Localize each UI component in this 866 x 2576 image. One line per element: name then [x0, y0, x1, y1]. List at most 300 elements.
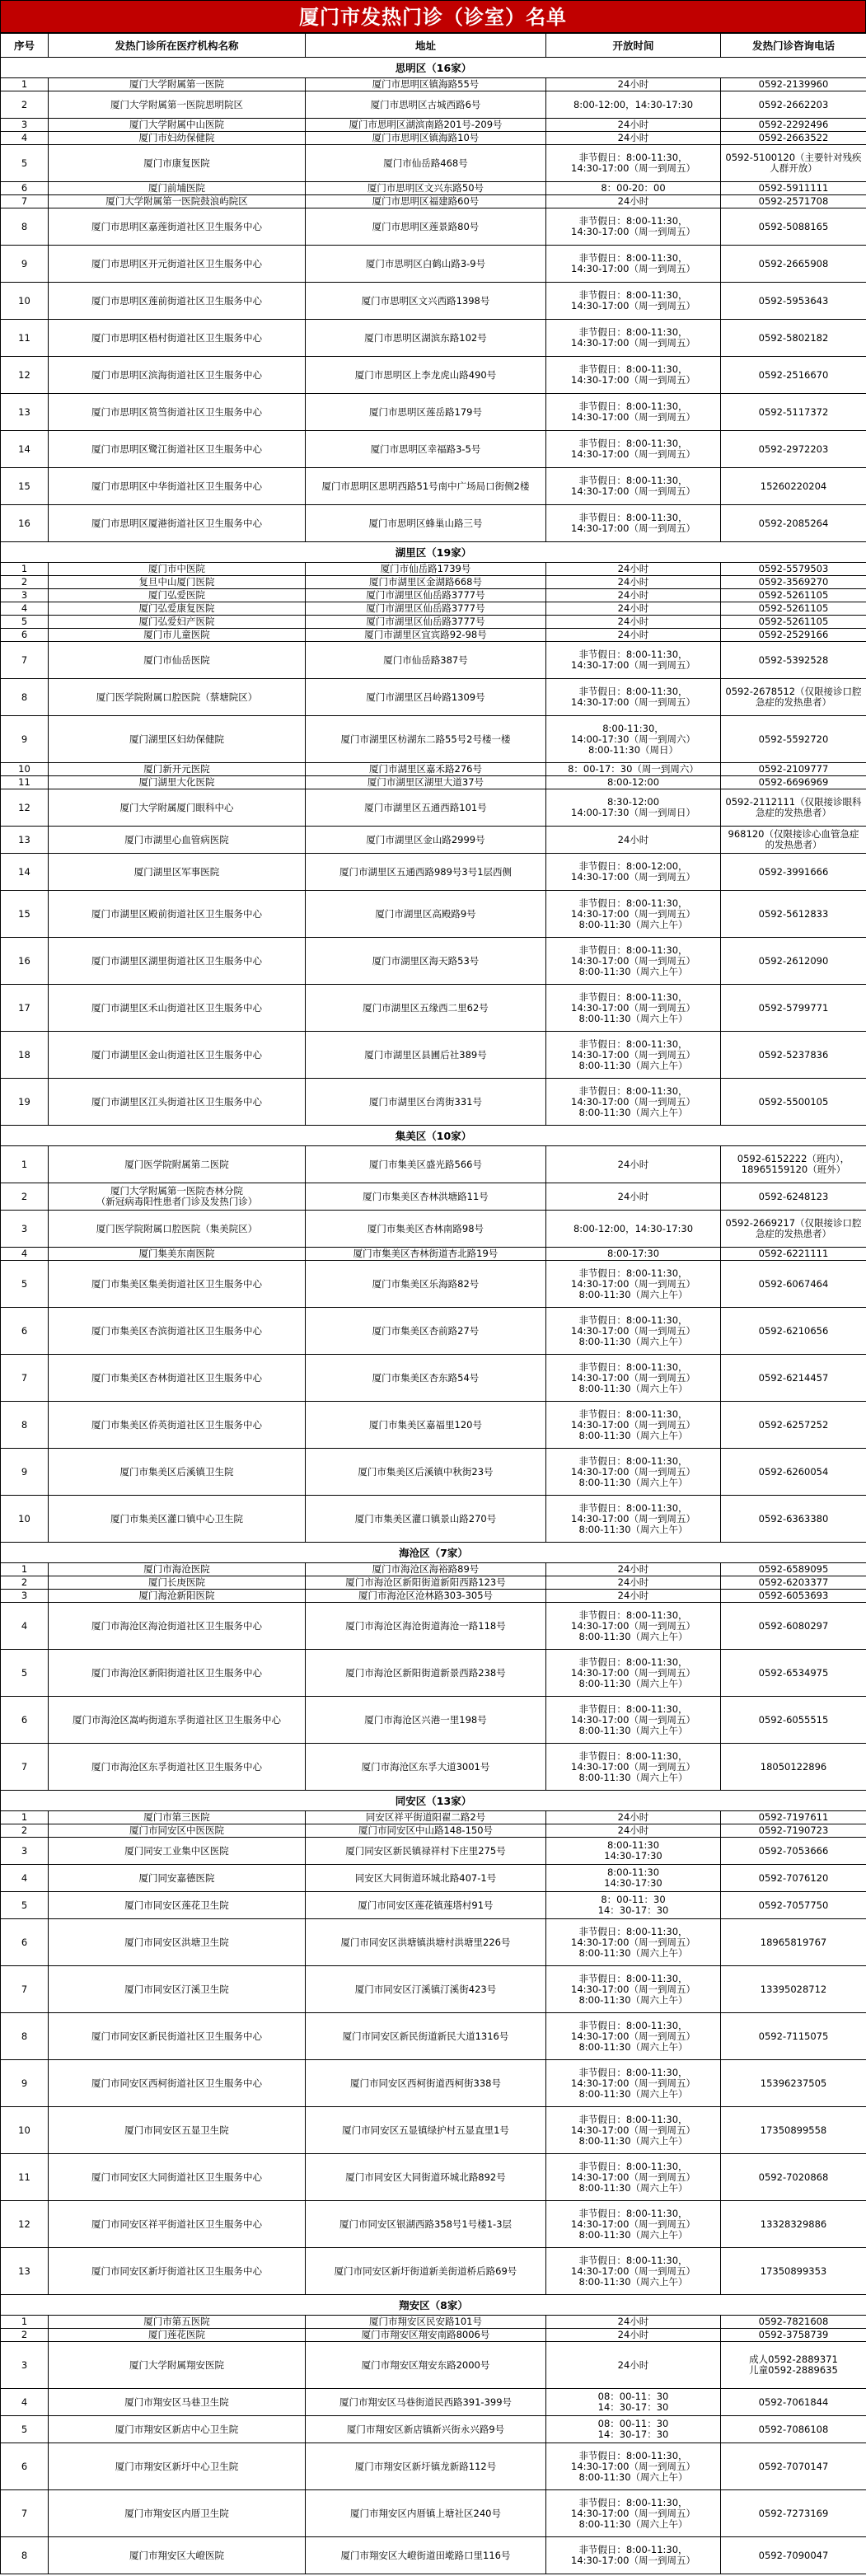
clinic-name: 厦门市集美区侨英街道社区卫生服务中心 — [49, 1402, 306, 1449]
row-number: 11 — [1, 2154, 49, 2201]
table-row — [1, 1697, 866, 1744]
clinic-name: 厦门市翔安区大嶝医院 — [49, 2537, 306, 2574]
table-row — [1, 132, 866, 145]
header-no: 序号 — [1, 34, 49, 58]
consult-phone: 17350899558 — [721, 2107, 866, 2154]
table-row — [1, 78, 866, 91]
clinic-name: 厦门大学附属中山医院 — [49, 119, 306, 132]
row-number: 1 — [1, 563, 49, 576]
row-number: 3 — [1, 2342, 49, 2389]
clinic-address: 厦门市翔安区翔安南路8006号 — [306, 2329, 546, 2342]
row-number: 15 — [1, 891, 49, 938]
consult-phone: 0592-2571708 — [721, 195, 866, 208]
consult-phone: 0592-2112111（仅限接诊眼科急症的发热患者） — [721, 789, 866, 827]
row-number: 10 — [1, 763, 49, 776]
opening-hours: 非节假日：8:00-11:30， 14:30-17:00（周一到周五） — [546, 394, 721, 431]
opening-hours: 非节假日：8:00-11:30， 14:30-17:00（周一到周五） 8:00-11:30（周六上午） — [546, 2490, 721, 2537]
consult-phone: 0592-2972203 — [721, 431, 866, 468]
table-row — [1, 1355, 866, 1402]
consult-phone: 0592-7076120 — [721, 1865, 866, 1892]
opening-hours: 24小时 — [546, 1183, 721, 1211]
table-row — [1, 2443, 866, 2490]
row-number: 14 — [1, 431, 49, 468]
consult-phone: 成人0592-2889371 儿童0592-2889635 — [721, 2342, 866, 2389]
clinic-name: 厦门同安嘉德医院 — [49, 1865, 306, 1892]
table-row — [1, 1563, 866, 1576]
consult-phone: 0592-6210656 — [721, 1308, 866, 1355]
clinic-address: 厦门市思明区文兴西路1398号 — [306, 283, 546, 320]
clinic-address: 厦门市湖里区枋湖东二路55号2号楼一楼 — [306, 716, 546, 763]
clinic-address: 厦门市思明区白鹤山路3-9号 — [306, 246, 546, 283]
table-body — [1, 58, 866, 2574]
clinic-name: 厦门市同安区汀溪卫生院 — [49, 1966, 306, 2013]
clinic-address: 厦门市湖里区金山路2999号 — [306, 827, 546, 854]
clinic-address: 厦门市同安区五显镇绿护村五显直里1号 — [306, 2107, 546, 2154]
consult-phone: 0592-5088165 — [721, 208, 866, 246]
table-row — [1, 1449, 866, 1496]
consult-phone: 0592-6152222（班内），18965159120（班外） — [721, 1146, 866, 1183]
clinic-name: 厦门市湖里区湖里街道社区卫生服务中心 — [49, 938, 306, 985]
consult-phone: 0592-5799771 — [721, 985, 866, 1032]
clinic-address: 厦门市同安区西柯街道西柯街338号 — [306, 2060, 546, 2107]
clinic-address: 厦门市集美区盛光路566号 — [306, 1146, 546, 1183]
table-row — [1, 357, 866, 394]
consult-phone: 17350899353 — [721, 2248, 866, 2295]
clinic-address: 厦门市海沧区兴港一里198号 — [306, 1697, 546, 1744]
clinic-address: 厦门市湖里区五通西路989号3号1层西侧 — [306, 854, 546, 891]
row-number: 5 — [1, 1892, 49, 1919]
row-number: 10 — [1, 283, 49, 320]
clinic-address: 厦门市同安区汀溪镇汀溪街423号 — [306, 1966, 546, 2013]
consult-phone: 0592-6067464 — [721, 1261, 866, 1308]
clinic-name: 厦门大学附属厦门眼科中心 — [49, 789, 306, 827]
clinic-name: 厦门市集美区灌口镇中心卫生院 — [49, 1496, 306, 1543]
row-number: 7 — [1, 2490, 49, 2537]
consult-phone: 0592-2669217（仅限接诊口腔急症的发热患者） — [721, 1211, 866, 1248]
row-number: 2 — [1, 91, 49, 119]
clinic-name: 厦门市妇幼保健院 — [49, 132, 306, 145]
table-row — [1, 854, 866, 891]
row-number: 2 — [1, 576, 49, 589]
opening-hours: 24小时 — [546, 629, 721, 642]
clinic-address: 厦门市同安区莲花镇莲塔村91号 — [306, 1892, 546, 1919]
table-row — [1, 2013, 866, 2060]
clinic-address: 厦门市仙岳路468号 — [306, 145, 546, 182]
opening-hours: 非节假日：8:00-11:30， 14:30-17:00（周一到周五） 8:00-11:30（周六上午） — [546, 1919, 721, 1966]
table-row — [1, 2490, 866, 2537]
row-number: 11 — [1, 320, 49, 357]
consult-phone: 0592-5579503 — [721, 563, 866, 576]
consult-phone: 0592-2516670 — [721, 357, 866, 394]
opening-hours: 8:00-11:30 14:30-17:30 — [546, 1838, 721, 1865]
clinic-address: 厦门同安区新民镇禄祥村下庄里275号 — [306, 1838, 546, 1865]
row-number: 19 — [1, 1079, 49, 1126]
row-number: 5 — [1, 1261, 49, 1308]
consult-phone: 0592-6534975 — [721, 1650, 866, 1697]
row-number: 4 — [1, 2389, 49, 2416]
consult-phone: 0592-2663522 — [721, 132, 866, 145]
clinic-name: 厦门湖里大化医院 — [49, 776, 306, 789]
consult-phone: 0592-6055515 — [721, 1697, 866, 1744]
consult-phone: 0592-5261105 — [721, 616, 866, 629]
clinic-name: 厦门市同安区中医医院 — [49, 1824, 306, 1838]
row-number: 18 — [1, 1032, 49, 1079]
table-row — [1, 1183, 866, 1211]
clinic-address: 厦门市思明区镇海路55号 — [306, 78, 546, 91]
consult-phone: 0592-5117372 — [721, 394, 866, 431]
table-row — [1, 1032, 866, 1079]
row-number: 13 — [1, 394, 49, 431]
table-row — [1, 2537, 866, 2574]
consult-phone: 0592-5911111 — [721, 182, 866, 195]
row-number: 3 — [1, 589, 49, 602]
clinic-address: 厦门市集美区杏林洪塘路11号 — [306, 1183, 546, 1211]
clinic-address: 厦门市湖里区五缘西二里62号 — [306, 985, 546, 1032]
clinic-name: 厦门医学院附属口腔医院（集美院区） — [49, 1211, 306, 1248]
clinic-name: 厦门莲花医院 — [49, 2329, 306, 2342]
clinic-address: 厦门市湖里区吕岭路1309号 — [306, 679, 546, 716]
consult-phone: 0592-7090047 — [721, 2537, 866, 2574]
row-number: 13 — [1, 827, 49, 854]
district-label: 思明区（16家） — [1, 58, 866, 78]
table-row — [1, 616, 866, 629]
consult-phone: 0592-2139960 — [721, 78, 866, 91]
consult-phone: 0592-2109777 — [721, 763, 866, 776]
row-number: 17 — [1, 985, 49, 1032]
table-row — [1, 1824, 866, 1838]
clinic-name: 厦门新开元医院 — [49, 763, 306, 776]
table-row — [1, 1966, 866, 2013]
clinic-address: 厦门市同安区中山路148-150号 — [306, 1824, 546, 1838]
clinic-address: 厦门市思明区思明西路51号南中广场局口街侧2楼 — [306, 468, 546, 505]
table-row — [1, 182, 866, 195]
clinic-name: 厦门大学附属第一医院鼓浪屿院区 — [49, 195, 306, 208]
row-number: 16 — [1, 505, 49, 542]
opening-hours: 非节假日：8:00-11:30， 14:30-17:00（周一到周五） 8:00-11:30（周六上午） — [546, 2443, 721, 2490]
table-row — [1, 1402, 866, 1449]
clinic-address: 厦门市湖里区仙岳路3777号 — [306, 616, 546, 629]
opening-hours: 非节假日：8:00-11:30， 14:30-17:00（周一到周五） 8:00-11:30（周六上午） — [546, 1449, 721, 1496]
opening-hours: 非节假日：8:00-11:30， 14:30-17:00（周一到周五） — [546, 679, 721, 716]
row-number: 2 — [1, 1183, 49, 1211]
clinic-name: 厦门大学附属第一医院 — [49, 78, 306, 91]
clinic-address: 厦门市思明区古城西路6号 — [306, 91, 546, 119]
clinic-address: 厦门市同安区新圩街道新美街道桥后路69号 — [306, 2248, 546, 2295]
opening-hours: 非节假日：8:00-11:30， 14:30-17:00（周一到周五） 8:00-11:30（周六上午） — [546, 2154, 721, 2201]
consult-phone: 13395028712 — [721, 1966, 866, 2013]
row-number: 3 — [1, 1211, 49, 1248]
opening-hours: 24小时 — [546, 1146, 721, 1183]
opening-hours: 非节假日：8:00-11:30， 14:30-17:00（周一到周五） 8:00-11:30（周六上午） — [546, 2107, 721, 2154]
consult-phone: 0592-5392528 — [721, 642, 866, 679]
clinic-name: 厦门市仙岳医院 — [49, 642, 306, 679]
table-row — [1, 891, 866, 938]
opening-hours: 24小时 — [546, 2329, 721, 2342]
clinic-name: 厦门市思明区筼筜街道社区卫生服务中心 — [49, 394, 306, 431]
table-row — [1, 246, 866, 283]
table-row — [1, 1744, 866, 1791]
opening-hours: 08：00-11：30 14：30-17：30 — [546, 2416, 721, 2443]
consult-phone: 0592-6260054 — [721, 1449, 866, 1496]
clinic-address: 厦门市思明区莲岳路179号 — [306, 394, 546, 431]
consult-phone: 0592-6221111 — [721, 1248, 866, 1261]
clinic-name: 厦门市湖里区殿前街道社区卫生服务中心 — [49, 891, 306, 938]
opening-hours: 非节假日：8:00-11:30， 14:30-17:00（周一到周五） — [546, 145, 721, 182]
clinic-address: 同安区祥平街道阳翟二路2号 — [306, 1811, 546, 1824]
opening-hours: 08：00-11：30 14：30-17：30 — [546, 2389, 721, 2416]
opening-hours: 非节假日：8:00-11:30， 14:30-17:00（周一到周五） 8:00-11:30（周六上午） — [546, 2201, 721, 2248]
clinic-name: 厦门市同安区大同街道社区卫生服务中心 — [49, 2154, 306, 2201]
row-number: 2 — [1, 1576, 49, 1590]
consult-phone: 0592-5953643 — [721, 283, 866, 320]
clinic-name: 厦门医学院附属口腔医院（蔡塘院区） — [49, 679, 306, 716]
clinic-name: 厦门市海沧区新阳街道社区卫生服务中心 — [49, 1650, 306, 1697]
consult-phone: 0592-7273169 — [721, 2490, 866, 2537]
opening-hours: 非节假日：8:00-11:30， 14:30-17:00（周一到周五） 8:00-11:30（周六上午） — [546, 1355, 721, 1402]
header-address: 地址 — [306, 34, 546, 58]
clinic-name: 厦门市海沧区海沧街道社区卫生服务中心 — [49, 1603, 306, 1650]
district-section-row — [1, 2295, 866, 2316]
row-number: 11 — [1, 776, 49, 789]
table-row — [1, 2154, 866, 2201]
clinic-name: 厦门市集美区后溪镇卫生院 — [49, 1449, 306, 1496]
table-row — [1, 589, 866, 602]
opening-hours: 24小时 — [546, 827, 721, 854]
clinic-address: 厦门市集美区后溪镇中秋街23号 — [306, 1449, 546, 1496]
clinic-name: 厦门市第三医院 — [49, 1811, 306, 1824]
consult-phone: 0592-2678512（仅限接诊口腔急症的发热患者） — [721, 679, 866, 716]
row-number: 12 — [1, 357, 49, 394]
opening-hours: 非节假日：8:00-11:30， 14:30-17:00（周一到周五） 8:00-11:30（周六上午） — [546, 891, 721, 938]
consult-phone: 15260220204 — [721, 468, 866, 505]
row-number: 16 — [1, 938, 49, 985]
clinic-address: 厦门市海沧区东孚大道3001号 — [306, 1744, 546, 1791]
clinic-address: 厦门市湖里区县圃后社389号 — [306, 1032, 546, 1079]
clinic-name: 复旦中山厦门医院 — [49, 576, 306, 589]
clinic-name: 厦门市同安区新圩街道社区卫生服务中心 — [49, 2248, 306, 2295]
row-number: 1 — [1, 2316, 49, 2329]
consult-phone: 0592-6363380 — [721, 1496, 866, 1543]
opening-hours: 非节假日：8:00-11:30， 14:30-17:00（周一到周五） 8:00-11:30（周六上午） — [546, 1402, 721, 1449]
opening-hours: 8:00-17:30 — [546, 1248, 721, 1261]
table-row — [1, 1650, 866, 1697]
row-number: 6 — [1, 182, 49, 195]
opening-hours: 非节假日：8:00-11:30， 14:30-17:00（周一到周五） — [546, 208, 721, 246]
table-row — [1, 629, 866, 642]
clinic-address: 厦门市湖里区五通西路101号 — [306, 789, 546, 827]
row-number: 9 — [1, 246, 49, 283]
row-number: 8 — [1, 2013, 49, 2060]
table-row — [1, 1079, 866, 1126]
consult-phone: 0592-7020868 — [721, 2154, 866, 2201]
row-number: 6 — [1, 629, 49, 642]
opening-hours: 非节假日：8:00-11:30， 14:30-17:00（周一到周五） 8:00-11:30（周六上午） — [546, 1966, 721, 2013]
table-row — [1, 576, 866, 589]
clinic-name: 厦门市集美区杏滨街道社区卫生服务中心 — [49, 1308, 306, 1355]
opening-hours: 24小时 — [546, 2342, 721, 2389]
consult-phone: 0592-7115075 — [721, 2013, 866, 2060]
table-row — [1, 2107, 866, 2154]
clinic-address: 厦门市湖里区嘉禾路276号 — [306, 763, 546, 776]
clinic-name: 厦门市翔安区新圩中心卫生院 — [49, 2443, 306, 2490]
consult-phone: 0592-7086108 — [721, 2416, 866, 2443]
table-row — [1, 1590, 866, 1603]
table-row — [1, 679, 866, 716]
clinic-address: 厦门市海沧区海沧街道海沧一路118号 — [306, 1603, 546, 1650]
consult-phone: 0592-6053693 — [721, 1590, 866, 1603]
clinic-address: 厦门市集美区杏林街道杏北路19号 — [306, 1248, 546, 1261]
table-row — [1, 1146, 866, 1183]
table-row — [1, 642, 866, 679]
header-hours: 开放时间 — [546, 34, 721, 58]
district-section-row — [1, 1543, 866, 1563]
clinic-name: 厦门集美东南医院 — [49, 1248, 306, 1261]
clinic-name: 厦门医学院附属第二医院 — [49, 1146, 306, 1183]
row-number: 7 — [1, 195, 49, 208]
clinic-name: 厦门市集美区集美街道社区卫生服务中心 — [49, 1261, 306, 1308]
table-row — [1, 2248, 866, 2295]
opening-hours: 非节假日：8:00-11:30， 14:30-17:00（周一到周五） 8:00-11:30（周六上午） — [546, 1744, 721, 1791]
row-number: 12 — [1, 789, 49, 827]
clinic-address: 厦门市思明区福建路60号 — [306, 195, 546, 208]
clinic-name: 厦门市思明区滨海街道社区卫生服务中心 — [49, 357, 306, 394]
table-row — [1, 2389, 866, 2416]
consult-phone: 0592-5261105 — [721, 589, 866, 602]
clinic-address: 厦门市翔安区马巷街道民西路391-399号 — [306, 2389, 546, 2416]
opening-hours: 非节假日：8:00-11:30， 14:30-17:00（周一到周五） 8:00-11:30（周六上午） — [546, 2060, 721, 2107]
consult-phone: 0592-5261105 — [721, 602, 866, 616]
opening-hours: 非节假日：8:00-11:30， 14:30-17:00（周一到周五） 8:00-11:30（周六上午） — [546, 985, 721, 1032]
clinic-address: 厦门市翔安区民安路101号 — [306, 2316, 546, 2329]
clinic-name: 厦门市思明区梧村街道社区卫生服务中心 — [49, 320, 306, 357]
row-number: 6 — [1, 1308, 49, 1355]
clinic-address: 厦门市思明区莲景路80号 — [306, 208, 546, 246]
clinic-name: 厦门市思明区中华街道社区卫生服务中心 — [49, 468, 306, 505]
clinic-name: 厦门同安工业集中区医院 — [49, 1838, 306, 1865]
clinic-address: 厦门市翔安区新店镇新兴街永兴路9号 — [306, 2416, 546, 2443]
opening-hours: 8：00-20：00 — [546, 182, 721, 195]
opening-hours: 非节假日：8:00-11:30， 14:30-17:00（周一到周五） — [546, 642, 721, 679]
row-number: 9 — [1, 2060, 49, 2107]
table-row — [1, 1248, 866, 1261]
clinic-address: 厦门市同安区银湖西路358号1号楼1-3层 — [306, 2201, 546, 2248]
consult-phone: 18050122896 — [721, 1744, 866, 1791]
opening-hours: 24小时 — [546, 1811, 721, 1824]
consult-phone: 0592-3569270 — [721, 576, 866, 589]
opening-hours: 非节假日：8:00-11:30， 14:30-17:00（周一到周五） — [546, 468, 721, 505]
clinic-address: 厦门市海沧区海裕路89号 — [306, 1563, 546, 1576]
clinic-name: 厦门大学附属翔安医院 — [49, 2342, 306, 2389]
row-number: 8 — [1, 2537, 49, 2574]
clinic-name: 厦门市同安区莲花卫生院 — [49, 1892, 306, 1919]
consult-phone: 0592-5100120（主要针对残疾人群开放） — [721, 145, 866, 182]
consult-phone: 0592-5237836 — [721, 1032, 866, 1079]
consult-phone: 0592-2612090 — [721, 938, 866, 985]
consult-phone: 0592-3991666 — [721, 854, 866, 891]
table-row — [1, 1261, 866, 1308]
opening-hours: 24小时 — [546, 602, 721, 616]
table-row — [1, 763, 866, 776]
consult-phone: 0592-7070147 — [721, 2443, 866, 2490]
row-number: 3 — [1, 1590, 49, 1603]
clinic-name: 厦门市思明区鹭江街道社区卫生服务中心 — [49, 431, 306, 468]
clinic-name: 厦门大学附属第一医院思明院区 — [49, 91, 306, 119]
clinic-name: 厦门市海沧区嵩屿街道东孚街道社区卫生服务中心 — [49, 1697, 306, 1744]
consult-phone: 0592-6203377 — [721, 1576, 866, 1590]
opening-hours: 24小时 — [546, 616, 721, 629]
header-phone: 发热门诊咨询电话 — [721, 34, 866, 58]
opening-hours: 非节假日：8:00-11:30， 14:30-17:00（周一到周五） — [546, 320, 721, 357]
row-number: 9 — [1, 716, 49, 763]
table-row — [1, 1892, 866, 1919]
opening-hours: 24小时 — [546, 576, 721, 589]
consult-phone: 0592-6696969 — [721, 776, 866, 789]
row-number: 1 — [1, 1563, 49, 1576]
clinic-address: 厦门市湖里区海天路53号 — [306, 938, 546, 985]
table-row — [1, 320, 866, 357]
clinic-address: 厦门市同安区大同街道环城北路892号 — [306, 2154, 546, 2201]
row-number: 3 — [1, 1838, 49, 1865]
clinic-name: 厦门市康复医院 — [49, 145, 306, 182]
opening-hours: 非节假日：8:00-11:30， 14:30-17:00（周一到周五） — [546, 2537, 721, 2574]
opening-hours: 8:00-11:30， 14:00-17:30（周一到周六） 8:00-11:30（周日） — [546, 716, 721, 763]
opening-hours: 24小时 — [546, 195, 721, 208]
header-row — [1, 34, 866, 58]
clinic-name: 厦门市湖里心血管病医院 — [49, 827, 306, 854]
opening-hours: 非节假日：8:00-11:30， 14:30-17:00（周一到周五） 8:00-11:30（周六上午） — [546, 1261, 721, 1308]
opening-hours: 非节假日：8:00-11:30， 14:30-17:00（周一到周五） 8:00-11:30（周六上午） — [546, 1079, 721, 1126]
clinic-name: 厦门市湖里区金山街道社区卫生服务中心 — [49, 1032, 306, 1079]
opening-hours: 24小时 — [546, 1824, 721, 1838]
row-number: 4 — [1, 1603, 49, 1650]
district-label: 翔安区（8家） — [1, 2295, 866, 2316]
opening-hours: 非节假日：8:00-11:30， 14:30-17:00（周一到周五） — [546, 505, 721, 542]
consult-phone: 18965819767 — [721, 1919, 866, 1966]
table-row — [1, 985, 866, 1032]
clinic-address: 厦门市海沧区沧林路303-305号 — [306, 1590, 546, 1603]
row-number: 12 — [1, 2201, 49, 2248]
table-row — [1, 1603, 866, 1650]
clinic-address: 厦门市湖里区宜宾路92-98号 — [306, 629, 546, 642]
table-row — [1, 208, 866, 246]
opening-hours: 24小时 — [546, 589, 721, 602]
table-row — [1, 2201, 866, 2248]
clinic-name: 厦门市思明区嘉莲街道社区卫生服务中心 — [49, 208, 306, 246]
table-row — [1, 1211, 866, 1248]
consult-phone: 0592-7053666 — [721, 1838, 866, 1865]
clinic-name: 厦门市翔安区新店中心卫生院 — [49, 2416, 306, 2443]
consult-phone: 0592-5500105 — [721, 1079, 866, 1126]
row-number: 8 — [1, 679, 49, 716]
clinic-address: 厦门市思明区蜂巢山路三号 — [306, 505, 546, 542]
opening-hours: 24小时 — [546, 1590, 721, 1603]
header-name: 发热门诊所在医疗机构名称 — [49, 34, 306, 58]
clinic-address: 厦门市思明区湖滨南路201号-209号 — [306, 119, 546, 132]
consult-phone: 0592-2292496 — [721, 119, 866, 132]
consult-phone: 0592-7197611 — [721, 1811, 866, 1824]
district-label: 湖里区（19家） — [1, 542, 866, 563]
opening-hours: 8:00-12:00，14:30-17:30 — [546, 1211, 721, 1248]
row-number: 9 — [1, 1449, 49, 1496]
table-row — [1, 468, 866, 505]
table-row — [1, 776, 866, 789]
clinic-name: 厦门市同安区五显卫生院 — [49, 2107, 306, 2154]
clinic-address: 同安区大同街道环城北路407-1号 — [306, 1865, 546, 1892]
consult-phone: 0592-5612833 — [721, 891, 866, 938]
row-number: 6 — [1, 1697, 49, 1744]
clinic-name: 厦门市翔安区马巷卫生院 — [49, 2389, 306, 2416]
opening-hours: 24小时 — [546, 1563, 721, 1576]
